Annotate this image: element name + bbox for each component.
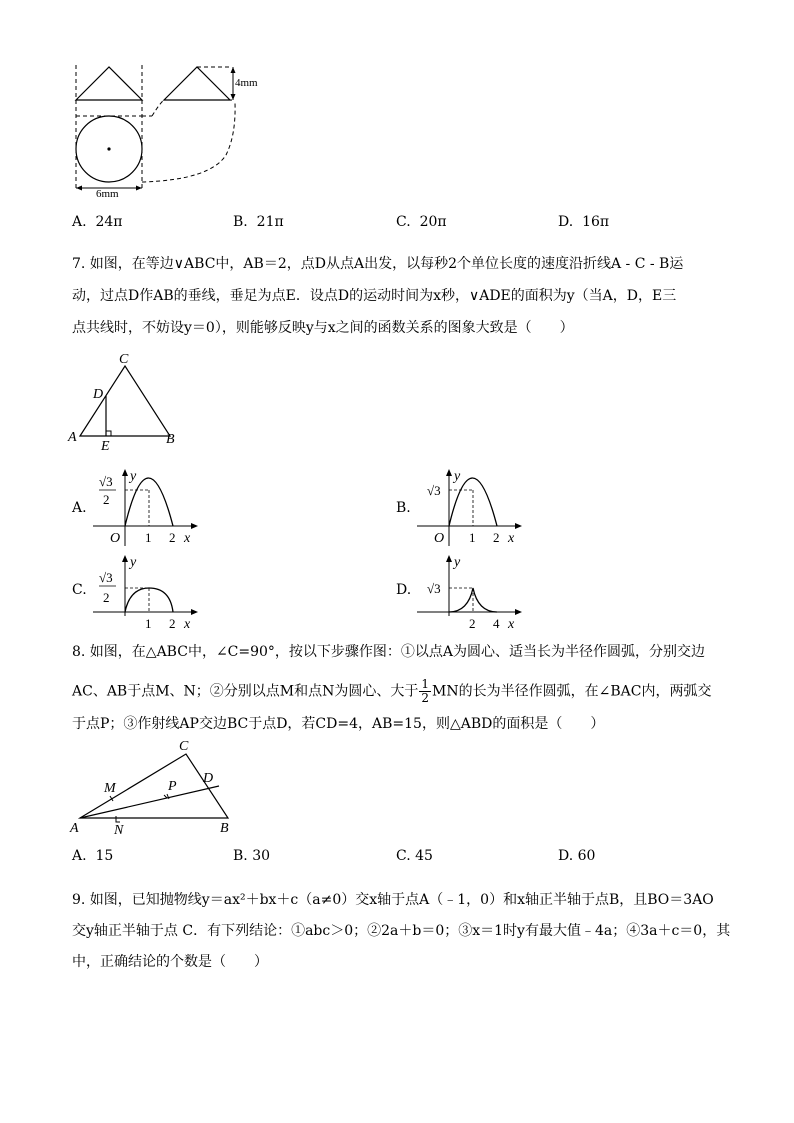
option-value: 15 (95, 848, 114, 864)
q7-option-b-letter[interactable]: B. (396, 500, 411, 516)
option-letter: B. (233, 848, 248, 864)
axis-x: x (508, 531, 515, 546)
dim-height-label: 4mm (235, 77, 258, 89)
cone-front-view (76, 67, 142, 100)
q8-option-c[interactable] (396, 848, 433, 864)
q8-option-d[interactable] (558, 848, 595, 864)
option-letter: C. (396, 848, 411, 864)
xtick-4: 4 (493, 616, 500, 631)
ytick-sqrt3: √3 (427, 483, 441, 498)
q6-figure (60, 55, 260, 205)
xtick-2: 2 (493, 530, 500, 545)
origin: O (110, 531, 121, 546)
xtick-1: 1 (145, 530, 152, 545)
q9-stem-line1: 9. 如图，已知抛物线y＝ax²＋bx＋c（a≠0）交x轴于点A（﹣1，0）和x轴正半轴于点B，且BO＝3AO (72, 892, 714, 908)
axis-y: y (130, 469, 137, 484)
label-b: B (166, 432, 175, 447)
q7-graph-c[interactable] (88, 552, 203, 634)
ytick-den: 2 (103, 590, 110, 605)
option-value: 20π (419, 214, 447, 230)
label-c: C (179, 739, 189, 754)
q8-stem-line3: 于点P；③作射线AP交边BC于点D，若CD=4，AB=15，则△ABD的面积是（ ） (72, 716, 605, 732)
option-value: 24π (95, 214, 123, 230)
q7-option-c-letter[interactable]: C. (72, 582, 87, 598)
label-b: B (220, 821, 229, 836)
label-n: N (114, 823, 124, 838)
q8-line2-part-b: MN的长为半径作圆弧，在∠BAC内，两弧交 (432, 683, 712, 700)
ytick-sqrt3: √3 (99, 474, 113, 489)
axis-x: x (508, 617, 515, 632)
axis-x: x (184, 531, 191, 546)
xtick-2: 2 (169, 530, 176, 545)
label-a: A (68, 430, 77, 445)
fraction-denominator: 2 (421, 691, 430, 705)
ytick-den: 2 (103, 492, 110, 507)
axis-y: y (454, 469, 461, 484)
option-letter: B. (233, 214, 248, 230)
xtick-2: 2 (169, 616, 176, 631)
label-m: M (104, 781, 116, 796)
q7-stem-line2: 动，过点D作AB的垂线，垂足为点E．设点D的运动时间为x秒，∨ADE的面积为y（当A，D，E三 (72, 288, 677, 304)
q6-option-b[interactable] (233, 214, 284, 230)
q8-option-b[interactable] (233, 848, 270, 864)
label-c: C (119, 352, 129, 367)
label-a: A (70, 821, 79, 836)
q8-triangle-figure (68, 736, 238, 838)
axis-x: x (184, 617, 191, 632)
option-letter: A. (72, 214, 87, 230)
q7-option-a-letter[interactable]: A. (72, 500, 87, 516)
label-d: D (203, 771, 214, 786)
label-p: P (168, 779, 177, 794)
ytick-sqrt3: √3 (427, 581, 441, 596)
option-letter: A. (72, 848, 87, 864)
option-value: 16π (582, 214, 610, 230)
option-letter: C. (396, 214, 411, 230)
origin: O (434, 531, 445, 546)
q9-stem-line2: 交y轴正半轴于点 C．有下列结论：①abc＞0；②2a＋b＝0；③x＝1时y有最大值﹣4a；④3a＋c＝0，其 (72, 923, 731, 939)
circle-center (107, 147, 110, 150)
q8-option-a[interactable] (72, 848, 113, 864)
q7-option-d-letter[interactable]: D. (396, 582, 412, 598)
q8-line2-part-a: AC、AB于点M、N；②分别以点M和点N为圆心、大于 (72, 683, 419, 700)
q7-graph-d[interactable] (412, 552, 527, 634)
q6-option-c[interactable] (396, 214, 447, 230)
fraction (419, 678, 431, 705)
q7-stem-line1: 7. 如图，在等边∨ABC中，AB＝2，点D从点A出发，以每秒2个单位长度的速度沿折线A - C - B运 (72, 256, 684, 272)
label-e: E (101, 439, 110, 453)
q6-option-a[interactable] (72, 214, 122, 230)
option-value: 21π (256, 214, 284, 230)
cone-side-view (164, 67, 230, 100)
q9-stem-line3: 中，正确结论的个数是（ ） (72, 954, 268, 970)
fraction-numerator: 1 (421, 677, 430, 691)
option-value: 45 (415, 848, 433, 864)
q8-stem-line1: 8. 如图，在△ABC中，∠C=90°，按以下步骤作图：①以点A为圆心、适当长为半径作圆弧，分别交边 (72, 644, 706, 660)
xtick-2: 2 (469, 616, 476, 631)
q7-graph-a[interactable] (88, 466, 203, 548)
xtick-1: 1 (145, 616, 152, 631)
q7-graph-b[interactable] (412, 466, 527, 548)
option-value: 60 (577, 848, 596, 864)
xtick-1: 1 (469, 530, 476, 545)
q6-option-d[interactable] (558, 214, 609, 230)
axis-y: y (454, 555, 461, 570)
dim-width-label: 6mm (96, 188, 119, 200)
option-letter: D. (558, 848, 574, 864)
ytick-sqrt3: √3 (99, 570, 113, 585)
q7-triangle-figure (65, 348, 195, 453)
q8-stem-line2 (72, 678, 711, 705)
label-d: D (93, 387, 104, 402)
option-value: 30 (252, 848, 271, 864)
q7-stem-line3: 点共线时，不妨设y＝0），则能够反映y与x之间的函数关系的图象大致是（ ） (72, 320, 574, 336)
axis-y: y (130, 555, 137, 570)
option-letter: D. (558, 214, 574, 230)
